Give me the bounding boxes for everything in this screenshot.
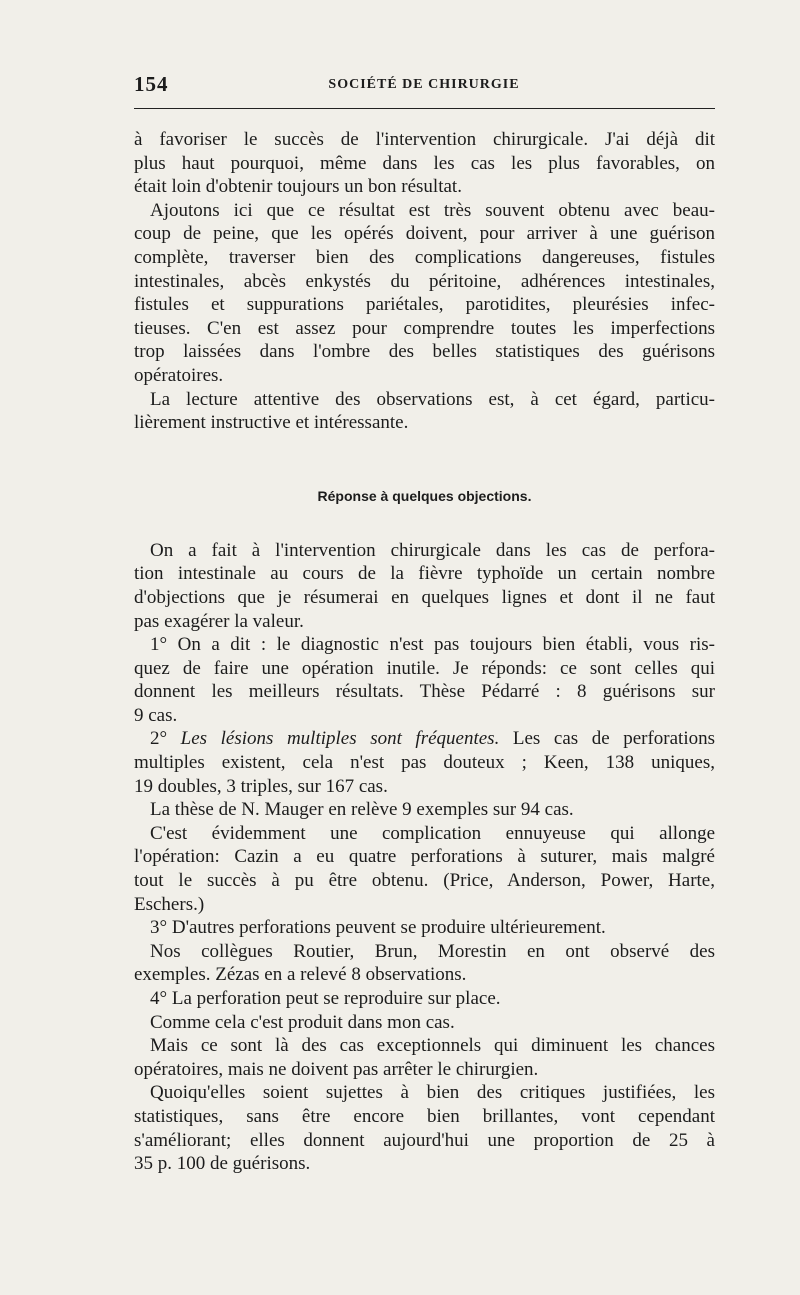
text-line: plus haut pourquoi, même dans les cas les plus favorables, on xyxy=(134,152,715,174)
header-rule xyxy=(134,108,715,109)
text-line: d'objections que je résumerai en quelques lignes et dont il ne faut xyxy=(134,586,715,608)
text-line: pas exagérer la valeur. xyxy=(134,610,304,632)
text-line: lièrement instructive et intéressante. xyxy=(134,412,409,434)
text-line: trop laissées dans l'ombre des belles statistiques des guérisons xyxy=(134,341,715,363)
text-line: 1° On a dit : le diagnostic n'est pas toujours bien établi, vous ris- xyxy=(150,634,715,656)
text-line: C'est évidemment une complication ennuyeuse qui allonge xyxy=(150,822,715,844)
text-line: On a fait à l'intervention chirurgicale dans les cas de perfora- xyxy=(150,539,715,561)
text-line: multiples existent, cela n'est pas douteux ; Keen, 138 uniques, xyxy=(134,752,715,774)
text-line: Mais ce sont là des cas exceptionnels qui diminuent les chances xyxy=(150,1035,715,1057)
text-line: La lecture attentive des observations est, à cet égard, particu- xyxy=(150,388,715,410)
section-heading: Réponse à quelques objections. xyxy=(317,487,532,504)
text-line: fistules et suppurations pariétales, parotidites, pleurésies infec- xyxy=(134,294,715,316)
page-number: 154 xyxy=(134,72,169,96)
text-line: tout le succès à pu être obtenu. (Price, Anderson, Power, Harte, xyxy=(134,870,715,892)
text-line: statistiques, sans être encore bien brillantes, vont cependant xyxy=(134,1105,715,1127)
text-line: tieuses. C'en est assez pour comprendre toutes les imperfections xyxy=(134,317,715,339)
text-line: tion intestinale au cours de la fièvre typhoïde un certain nombre xyxy=(134,563,715,585)
text-line: à favoriser le succès de l'intervention chirurgicale. J'ai déjà dit xyxy=(134,129,715,150)
page-header xyxy=(134,72,714,96)
text-line: Comme cela c'est produit dans mon cas. xyxy=(150,1011,455,1033)
text-line: La thèse de N. Mauger en relève 9 exemples sur 94 cas. xyxy=(150,799,574,821)
text-line: quez de faire une opération inutile. Je réponds: ce sont celles qui xyxy=(134,657,715,679)
text-line: donnent les meilleurs résultats. Thèse Pédarré : 8 guérisons sur xyxy=(134,681,715,703)
text-line: 4° La perforation peut se reproduire sur place. xyxy=(150,988,501,1009)
text-line: coup de peine, que les opérés doivent, pour arriver à une guérison xyxy=(134,223,715,245)
item-number: 2° xyxy=(150,728,168,750)
running-title: SOCIÉTÉ DE CHIRURGIE xyxy=(328,77,520,92)
text-line: 3° D'autres perforations peuvent se produire ultérieurement. xyxy=(150,917,606,939)
text-line: Ajoutons ici que ce résultat est très souvent obtenu avec beau- xyxy=(150,199,715,221)
text-line: l'opération: Cazin a eu quatre perforations à suturer, mais malgré xyxy=(134,846,715,868)
text-line: Eschers.) xyxy=(134,893,205,915)
text-line: 35 p. 100 de guérisons. xyxy=(134,1153,311,1175)
text-line: 19 doubles, 3 triples, sur 167 cas. xyxy=(134,775,388,797)
italic-phrase: Les lésions multiples sont fréquentes. xyxy=(180,728,500,750)
text-line: opératoires. xyxy=(134,364,224,386)
item-text: Les cas de perforations xyxy=(499,728,715,750)
text-line: était loin d'obtenir toujours un bon résultat. xyxy=(134,176,462,198)
text-line: Nos collègues Routier, Brun, Morestin en ont observé des xyxy=(150,940,715,962)
text-line: 9 cas. xyxy=(134,704,178,726)
text-line xyxy=(134,727,715,751)
text-line: complète, traverser bien des complications dangereuses, fistules xyxy=(134,246,715,268)
text-line: opératoires, mais ne doivent pas arrêter le chirurgien. xyxy=(134,1058,539,1080)
body-text xyxy=(134,128,715,1176)
text-line: Quoiqu'elles soient sujettes à bien des critiques justifiées, les xyxy=(150,1082,715,1104)
text-line: intestinales, abcès enkystés du péritoine, adhérences intestinales, xyxy=(134,270,715,292)
text-line: exemples. Zézas en a relevé 8 observations. xyxy=(134,964,467,986)
text-line: s'améliorant; elles donnent aujourd'hui une proportion de 25 à xyxy=(134,1129,715,1151)
